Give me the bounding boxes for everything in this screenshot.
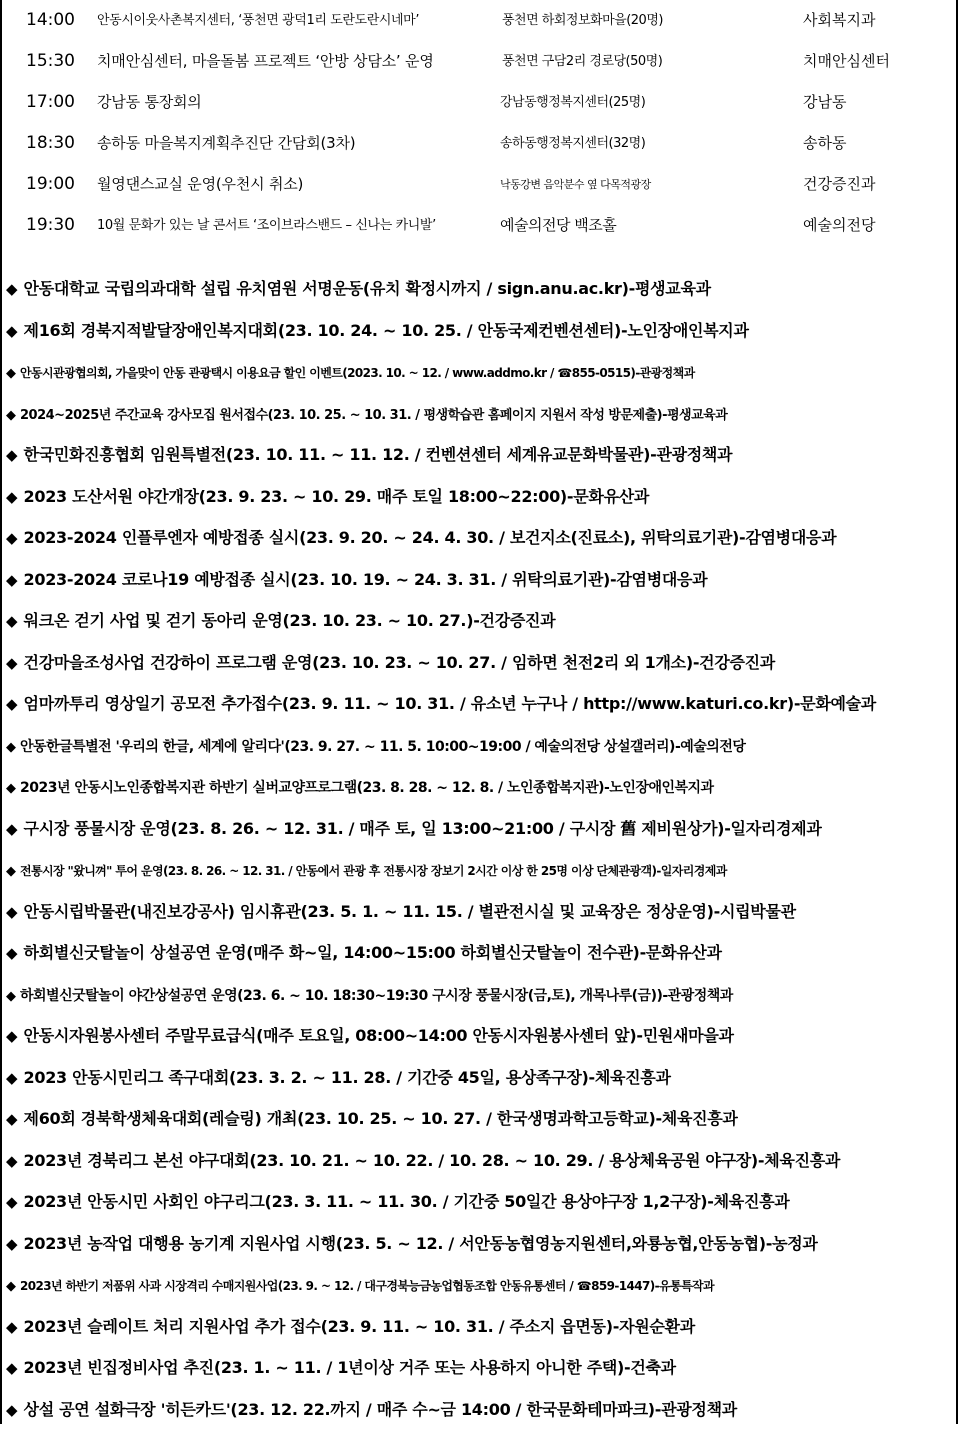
notice-text: 상설 공연 설화극장 '히든카드'(23. 12. 22.까지 / 매주 수~금 14:00 / 한국문화테마파크)-관광정책과 (24, 1400, 737, 1419)
diamond-bullet-icon: ◆ (6, 1110, 18, 1128)
diamond-bullet-icon: ◆ (6, 366, 16, 381)
notice-item (6, 891, 956, 933)
schedule-dept: 건강증진과 (803, 164, 875, 205)
diamond-bullet-icon: ◆ (6, 654, 18, 672)
diamond-bullet-icon: ◆ (6, 820, 18, 838)
notice-item (6, 1140, 956, 1182)
notice-text: 2024~2025년 주간교육 강사모집 원서접수(23. 10. 25. ~ 10. 31. / 평생학습관 홈페이지 지원서 작성 방문제출)-평생교육과 (20, 408, 727, 423)
notice-text: 2023년 안동시민 사회인 야구리그(23. 3. 11. ~ 11. 30. / 기간중 50일간 용상야구장 1,2구장)-체육진흥과 (24, 1192, 790, 1211)
diamond-bullet-icon: ◆ (6, 1279, 16, 1294)
notice-text: 2023년 안동시노인종합복지관 하반기 실버교양프로그램(23. 8. 28. ~ 12. 8. / 노인종합복지관)-노인장애인복지과 (20, 780, 714, 796)
notice-item (6, 1347, 956, 1389)
schedule-row (0, 41, 960, 82)
schedule-dept: 치매안심센터 (803, 41, 890, 82)
schedule-dept: 사회복지과 (803, 0, 875, 41)
schedule-time: 18:30 (26, 123, 75, 164)
schedule-dept: 강남동 (803, 82, 846, 123)
notice-item (6, 517, 956, 559)
schedule-title: 10월 문화가 있는 날 콘서트 ‘조이브라스밴드 – 신나는 카니발’ (97, 205, 436, 246)
notice-item (6, 642, 956, 684)
schedule-title: 송하동 마을복지계획추진단 간담회(3차) (97, 123, 355, 164)
notice-item (6, 1264, 956, 1306)
diamond-bullet-icon: ◆ (6, 1069, 18, 1087)
diamond-bullet-icon: ◆ (6, 612, 18, 630)
diamond-bullet-icon: ◆ (6, 322, 18, 340)
schedule-row (0, 123, 960, 164)
diamond-bullet-icon: ◆ (6, 864, 16, 879)
diamond-bullet-icon: ◆ (6, 1152, 18, 1170)
diamond-bullet-icon: ◆ (6, 1027, 18, 1045)
schedule-row (0, 82, 960, 123)
notice-item (6, 351, 956, 393)
notice-text: 2023년 하반기 저품위 사과 시장격리 수매지원사업(23. 9. ~ 12. / 대구경북능금농업협동조합 안동유통센터 / ☎859-1447)-유통특작과 (20, 1279, 714, 1293)
schedule-place: 송하동행정복지센터(32명) (500, 123, 645, 164)
notice-item (6, 1306, 956, 1348)
schedule-place: 예술의전당 백조홀 (500, 205, 616, 246)
diamond-bullet-icon: ◆ (6, 781, 16, 796)
schedule-time: 17:00 (26, 82, 75, 123)
schedule-place: 강남동행정복지센터(25명) (500, 82, 645, 123)
notice-item (6, 683, 956, 725)
diamond-bullet-icon: ◆ (6, 1401, 18, 1419)
notice-text: 2023-2024 인플루엔자 예방접종 실시(23. 9. 20. ~ 24. 4. 30. / 보건지소(진료소), 위탁의료기관)-감염병대응과 (24, 528, 837, 547)
notice-item (6, 600, 956, 642)
schedule-time: 19:30 (26, 205, 75, 246)
diamond-bullet-icon: ◆ (6, 1193, 18, 1211)
notice-text: 하회별신굿탈놀이 야간상설공연 운영(23. 6. ~ 10. 18:30~19:30 구시장 풍물시장(금,토), 개목나루(금))-관광정책과 (20, 988, 733, 1004)
notice-item (6, 1223, 956, 1265)
notice-item (6, 725, 956, 767)
schedule-dept: 예술의전당 (803, 205, 875, 246)
notice-text: 안동한글특별전 '우리의 한글, 세계에 알리다'(23. 9. 27. ~ 11. 5. 10:00~19:00 / 예술의전당 상설갤러리)-예술의전당 (20, 739, 745, 755)
notice-text: 2023 안동시민리그 족구대회(23. 3. 2. ~ 11. 28. / 기간중 45일, 용상족구장)-체육진흥과 (24, 1068, 671, 1087)
notice-text: 안동시립박물관(내진보강공사) 임시휴관(23. 5. 1. ~ 11. 15. / 별관전시실 및 교육장은 정상운영)-시립박물관 (24, 902, 796, 921)
notice-item (6, 268, 956, 310)
schedule-time: 19:00 (26, 164, 75, 205)
notice-text: 2023 도산서원 야간개장(23. 9. 23. ~ 10. 29. 매주 토일 18:00~22:00)-문화유산과 (24, 487, 650, 506)
notice-text: 워크온 걷기 사업 및 걷기 동아리 운영(23. 10. 23. ~ 10. 27.)-건강증진과 (24, 611, 556, 630)
notice-item (6, 849, 956, 891)
diamond-bullet-icon: ◆ (6, 695, 18, 713)
schedule-row (0, 205, 960, 246)
diamond-bullet-icon: ◆ (6, 446, 18, 464)
schedule-place: 풍천면 구담2리 경로당(50명) (502, 41, 662, 82)
diamond-bullet-icon: ◆ (6, 280, 18, 298)
notice-item (6, 932, 956, 974)
notice-item (6, 808, 956, 850)
notice-text: 안동시자원봉사센터 주말무료급식(매주 토요일, 08:00~14:00 안동시자원봉사센터 앞)-민원새마을과 (24, 1026, 734, 1045)
schedule-row (0, 164, 960, 205)
notice-text: 건강마을조성사업 건강하이 프로그램 운영(23. 10. 23. ~ 10. 27. / 임하면 천전2리 외 1개소)-건강증진과 (24, 653, 775, 672)
notice-text: 2023년 경북리그 본선 야구대회(23. 10. 21. ~ 10. 22. / 10. 28. ~ 10. 29. / 용상체육공원 야구장)-체육진흥과 (24, 1151, 841, 1170)
notice-item (6, 559, 956, 601)
notice-text: 하회별신굿탈놀이 상설공연 운영(매주 화~일, 14:00~15:00 하회별신굿탈놀이 전수관)-문화유산과 (24, 943, 722, 962)
schedule-time: 14:00 (26, 0, 75, 41)
notice-text: 2023년 농작업 대행용 농기계 지원사업 시행(23. 5. ~ 12. / 서안동농협영농지원센터,와룡농협,안동농협)-농정과 (24, 1234, 818, 1253)
schedule-title: 치매안심센터, 마을돌봄 프로젝트 ‘안방 상담소’ 운영 (97, 41, 434, 82)
notice-text: 안동대학교 국립의과대학 설립 유치염원 서명운동(유치 확정시까지 / sign.anu.ac.kr)-평생교육과 (24, 279, 711, 298)
notice-item (6, 1098, 956, 1140)
notice-item (6, 393, 956, 435)
notice-text: 2023년 슬레이트 처리 지원사업 추가 접수(23. 9. 11. ~ 10. 31. / 주소지 읍면동)-자원순환과 (24, 1317, 695, 1336)
notice-item (6, 1057, 956, 1099)
notice-text: 전통시장 "왔니껴" 투어 운영(23. 8. 26. ~ 12. 31. / 안동에서 관광 후 전통시장 장보기 2시간 이상 한 25명 이상 단체관광객)-일자리경제과 (20, 864, 727, 878)
notice-text: 2023년 빈집정비사업 추진(23. 1. ~ 11. / 1년이상 거주 또는 사용하지 아니한 주택)-건축과 (24, 1358, 676, 1377)
notice-text: 한국민화진흥협회 임원특별전(23. 10. 11. ~ 11. 12. / 컨벤션센터 세계유교문화박물관)-관광정책과 (24, 445, 733, 464)
notice-text: 엄마까투리 영상일기 공모전 추가접수(23. 9. 11. ~ 10. 31. / 유소년 누구나 / http://www.katuri.co.kr)-문화예술과 (24, 694, 876, 713)
notice-item (6, 1181, 956, 1223)
notice-item (6, 434, 956, 476)
schedule-title: 강남동 통장회의 (97, 82, 202, 123)
diamond-bullet-icon: ◆ (6, 944, 18, 962)
diamond-bullet-icon: ◆ (6, 903, 18, 921)
schedule-place: 풍천면 하회정보화마을(20명) (502, 0, 663, 41)
notice-item (6, 476, 956, 518)
notice-item (6, 310, 956, 352)
diamond-bullet-icon: ◆ (6, 529, 18, 547)
schedule-row (0, 0, 960, 41)
notice-text: 안동시관광협의회, 가을맞이 안동 관광택시 이용요금 할인 이벤트(2023. 10. ~ 12. / www.addmo.kr / ☎855-0515)-관광정책과 (20, 366, 695, 380)
diamond-bullet-icon: ◆ (6, 1235, 18, 1253)
diamond-bullet-icon: ◆ (6, 1359, 18, 1377)
schedule-time: 15:30 (26, 41, 75, 82)
diamond-bullet-icon: ◆ (6, 488, 18, 506)
notice-item (6, 766, 956, 808)
notice-text: 제16회 경북지적발달장애인복지대회(23. 10. 24. ~ 10. 25. / 안동국제컨벤션센터)-노인장애인복지과 (24, 321, 749, 340)
schedule-dept: 송하동 (803, 123, 846, 164)
diamond-bullet-icon: ◆ (6, 740, 16, 755)
diamond-bullet-icon: ◆ (6, 571, 18, 589)
notice-item (6, 974, 956, 1016)
diamond-bullet-icon: ◆ (6, 989, 16, 1004)
notice-text: 구시장 풍물시장 운영(23. 8. 26. ~ 12. 31. / 매주 토, 일 13:00~21:00 / 구시장 舊 제비원상가)-일자리경제과 (24, 819, 822, 838)
notice-item (6, 1015, 956, 1057)
diamond-bullet-icon: ◆ (6, 1318, 18, 1336)
schedule-title: 안동시이웃사촌복지센터, ‘풍천면 광덕1리 도란도란시네마’ (97, 0, 419, 41)
schedule-title: 월영댄스교실 운영(우천시 취소) (97, 164, 303, 205)
notice-text: 제60회 경북학생체육대회(레슬링) 개최(23. 10. 25. ~ 10. 27. / 한국생명과학고등학교)-체육진흥과 (24, 1109, 738, 1128)
schedule-place: 낙동강변 음악분수 옆 다목적광장 (500, 164, 651, 205)
diamond-bullet-icon: ◆ (6, 408, 16, 423)
notice-text: 2023-2024 코로나19 예방접종 실시(23. 10. 19. ~ 24. 3. 31. / 위탁의료기관)-감염병대응과 (24, 570, 708, 589)
